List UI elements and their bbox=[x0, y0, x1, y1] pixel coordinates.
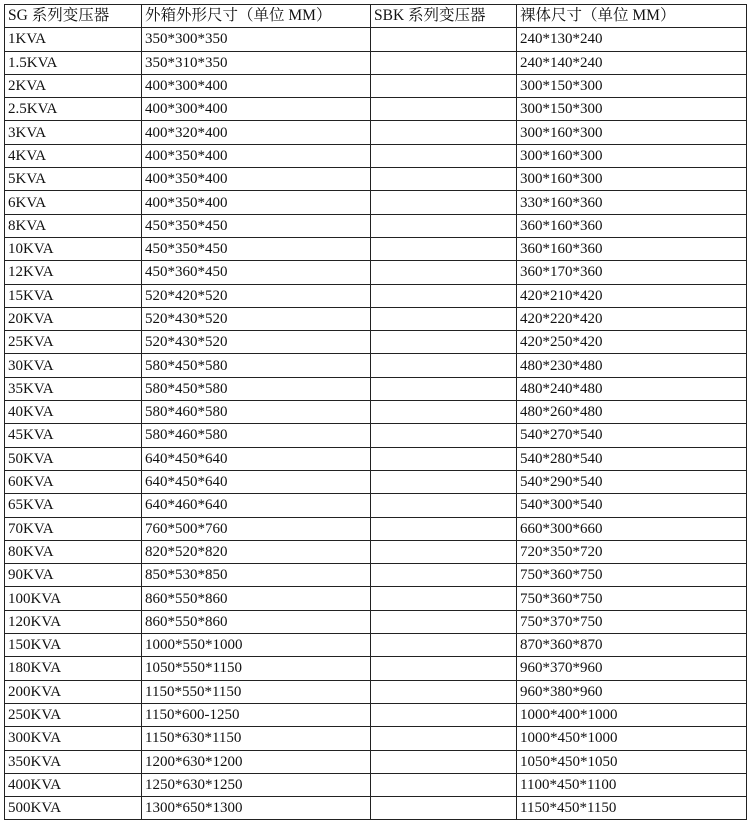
table-row bbox=[5, 121, 747, 144]
cell-bare-size: 420*250*420 bbox=[517, 331, 747, 354]
cell-sbk-series bbox=[371, 214, 517, 237]
cell-sg-capacity: 2.5KVA bbox=[5, 98, 142, 121]
cell-outer-box-size: 400*320*400 bbox=[142, 121, 371, 144]
cell-bare-size: 540*300*540 bbox=[517, 494, 747, 517]
cell-bare-size: 480*240*480 bbox=[517, 377, 747, 400]
table-row bbox=[5, 680, 747, 703]
cell-sg-capacity: 25KVA bbox=[5, 331, 142, 354]
cell-bare-size: 750*360*750 bbox=[517, 564, 747, 587]
table-row bbox=[5, 587, 747, 610]
cell-sg-capacity: 50KVA bbox=[5, 447, 142, 470]
cell-outer-box-size: 580*460*580 bbox=[142, 424, 371, 447]
cell-bare-size: 1000*450*1000 bbox=[517, 727, 747, 750]
cell-sg-capacity: 400KVA bbox=[5, 773, 142, 796]
cell-bare-size: 1000*400*1000 bbox=[517, 703, 747, 726]
cell-outer-box-size: 400*350*400 bbox=[142, 144, 371, 167]
cell-bare-size: 300*160*300 bbox=[517, 168, 747, 191]
cell-sbk-series bbox=[371, 657, 517, 680]
table-row bbox=[5, 307, 747, 330]
header-row bbox=[5, 5, 747, 28]
header-sbk-series: SBK 系列变压器 bbox=[371, 5, 517, 28]
cell-sg-capacity: 350KVA bbox=[5, 750, 142, 773]
cell-bare-size: 1100*450*1100 bbox=[517, 773, 747, 796]
cell-outer-box-size: 520*430*520 bbox=[142, 331, 371, 354]
cell-sbk-series bbox=[371, 540, 517, 563]
cell-outer-box-size: 350*300*350 bbox=[142, 28, 371, 51]
cell-sg-capacity: 1KVA bbox=[5, 28, 142, 51]
table-row bbox=[5, 517, 747, 540]
cell-bare-size: 360*160*360 bbox=[517, 237, 747, 260]
cell-sbk-series bbox=[371, 470, 517, 493]
cell-outer-box-size: 860*550*860 bbox=[142, 610, 371, 633]
cell-sbk-series bbox=[371, 703, 517, 726]
cell-sbk-series bbox=[371, 121, 517, 144]
table-row bbox=[5, 494, 747, 517]
cell-outer-box-size: 820*520*820 bbox=[142, 540, 371, 563]
cell-sbk-series bbox=[371, 610, 517, 633]
cell-sbk-series bbox=[371, 168, 517, 191]
cell-sg-capacity: 60KVA bbox=[5, 470, 142, 493]
table-row bbox=[5, 191, 747, 214]
table-row bbox=[5, 401, 747, 424]
cell-sbk-series bbox=[371, 98, 517, 121]
table-row bbox=[5, 354, 747, 377]
cell-sg-capacity: 65KVA bbox=[5, 494, 142, 517]
cell-sbk-series bbox=[371, 331, 517, 354]
cell-sbk-series bbox=[371, 191, 517, 214]
table-row bbox=[5, 74, 747, 97]
cell-sg-capacity: 80KVA bbox=[5, 540, 142, 563]
cell-outer-box-size: 1250*630*1250 bbox=[142, 773, 371, 796]
table-row bbox=[5, 261, 747, 284]
cell-sg-capacity: 1.5KVA bbox=[5, 51, 142, 74]
cell-outer-box-size: 450*350*450 bbox=[142, 237, 371, 260]
cell-bare-size: 720*350*720 bbox=[517, 540, 747, 563]
cell-outer-box-size: 640*450*640 bbox=[142, 447, 371, 470]
cell-sg-capacity: 3KVA bbox=[5, 121, 142, 144]
cell-sg-capacity: 10KVA bbox=[5, 237, 142, 260]
cell-outer-box-size: 580*450*580 bbox=[142, 377, 371, 400]
cell-bare-size: 480*230*480 bbox=[517, 354, 747, 377]
cell-sbk-series bbox=[371, 424, 517, 447]
cell-bare-size: 420*220*420 bbox=[517, 307, 747, 330]
cell-bare-size: 300*160*300 bbox=[517, 121, 747, 144]
cell-sbk-series bbox=[371, 354, 517, 377]
cell-bare-size: 360*160*360 bbox=[517, 214, 747, 237]
cell-outer-box-size: 400*350*400 bbox=[142, 191, 371, 214]
cell-sg-capacity: 180KVA bbox=[5, 657, 142, 680]
cell-sg-capacity: 8KVA bbox=[5, 214, 142, 237]
cell-bare-size: 300*150*300 bbox=[517, 74, 747, 97]
table-row bbox=[5, 797, 747, 820]
cell-sg-capacity: 5KVA bbox=[5, 168, 142, 191]
cell-sbk-series bbox=[371, 727, 517, 750]
cell-sg-capacity: 4KVA bbox=[5, 144, 142, 167]
table-row bbox=[5, 168, 747, 191]
cell-sg-capacity: 120KVA bbox=[5, 610, 142, 633]
cell-outer-box-size: 1150*600-1250 bbox=[142, 703, 371, 726]
table-row bbox=[5, 144, 747, 167]
cell-sg-capacity: 12KVA bbox=[5, 261, 142, 284]
table-row bbox=[5, 237, 747, 260]
cell-bare-size: 960*370*960 bbox=[517, 657, 747, 680]
header-outer-box-size: 外箱外形尺寸（单位 MM） bbox=[142, 5, 371, 28]
table-row bbox=[5, 377, 747, 400]
cell-bare-size: 480*260*480 bbox=[517, 401, 747, 424]
transformer-spec-table bbox=[4, 4, 747, 820]
cell-sg-capacity: 2KVA bbox=[5, 74, 142, 97]
cell-outer-box-size: 850*530*850 bbox=[142, 564, 371, 587]
cell-sg-capacity: 300KVA bbox=[5, 727, 142, 750]
cell-bare-size: 420*210*420 bbox=[517, 284, 747, 307]
cell-outer-box-size: 640*450*640 bbox=[142, 470, 371, 493]
cell-bare-size: 660*300*660 bbox=[517, 517, 747, 540]
table-row bbox=[5, 470, 747, 493]
cell-bare-size: 960*380*960 bbox=[517, 680, 747, 703]
cell-sbk-series bbox=[371, 144, 517, 167]
cell-sg-capacity: 20KVA bbox=[5, 307, 142, 330]
cell-sbk-series bbox=[371, 750, 517, 773]
table-row bbox=[5, 98, 747, 121]
cell-outer-box-size: 640*460*640 bbox=[142, 494, 371, 517]
cell-sg-capacity: 100KVA bbox=[5, 587, 142, 610]
cell-outer-box-size: 450*350*450 bbox=[142, 214, 371, 237]
table-row bbox=[5, 51, 747, 74]
cell-outer-box-size: 1300*650*1300 bbox=[142, 797, 371, 820]
table-row bbox=[5, 703, 747, 726]
table-row bbox=[5, 424, 747, 447]
cell-bare-size: 540*270*540 bbox=[517, 424, 747, 447]
table-row bbox=[5, 610, 747, 633]
cell-sbk-series bbox=[371, 28, 517, 51]
table-row bbox=[5, 284, 747, 307]
cell-outer-box-size: 1000*550*1000 bbox=[142, 634, 371, 657]
table-header bbox=[5, 5, 747, 28]
table-row bbox=[5, 657, 747, 680]
cell-sbk-series bbox=[371, 587, 517, 610]
cell-sbk-series bbox=[371, 261, 517, 284]
cell-outer-box-size: 860*550*860 bbox=[142, 587, 371, 610]
cell-sg-capacity: 35KVA bbox=[5, 377, 142, 400]
table-row bbox=[5, 564, 747, 587]
table-row bbox=[5, 634, 747, 657]
table-row bbox=[5, 540, 747, 563]
cell-outer-box-size: 520*420*520 bbox=[142, 284, 371, 307]
cell-bare-size: 360*170*360 bbox=[517, 261, 747, 284]
cell-outer-box-size: 580*450*580 bbox=[142, 354, 371, 377]
cell-outer-box-size: 400*300*400 bbox=[142, 98, 371, 121]
cell-sbk-series bbox=[371, 517, 517, 540]
cell-sg-capacity: 200KVA bbox=[5, 680, 142, 703]
cell-sg-capacity: 150KVA bbox=[5, 634, 142, 657]
cell-sg-capacity: 30KVA bbox=[5, 354, 142, 377]
header-sg-series: SG 系列变压器 bbox=[5, 5, 142, 28]
cell-outer-box-size: 520*430*520 bbox=[142, 307, 371, 330]
cell-outer-box-size: 1150*630*1150 bbox=[142, 727, 371, 750]
table-row bbox=[5, 331, 747, 354]
cell-sbk-series bbox=[371, 680, 517, 703]
cell-outer-box-size: 400*350*400 bbox=[142, 168, 371, 191]
cell-sg-capacity: 40KVA bbox=[5, 401, 142, 424]
header-bare-size: 裸体尺寸（单位 MM） bbox=[517, 5, 747, 28]
cell-sbk-series bbox=[371, 284, 517, 307]
cell-bare-size: 540*280*540 bbox=[517, 447, 747, 470]
cell-bare-size: 870*360*870 bbox=[517, 634, 747, 657]
cell-sg-capacity: 90KVA bbox=[5, 564, 142, 587]
cell-bare-size: 300*160*300 bbox=[517, 144, 747, 167]
cell-sbk-series bbox=[371, 447, 517, 470]
cell-sbk-series bbox=[371, 494, 517, 517]
cell-sg-capacity: 250KVA bbox=[5, 703, 142, 726]
cell-sbk-series bbox=[371, 51, 517, 74]
cell-sbk-series bbox=[371, 237, 517, 260]
cell-bare-size: 330*160*360 bbox=[517, 191, 747, 214]
table-body bbox=[5, 28, 747, 820]
cell-sg-capacity: 70KVA bbox=[5, 517, 142, 540]
cell-outer-box-size: 1200*630*1200 bbox=[142, 750, 371, 773]
cell-bare-size: 750*370*750 bbox=[517, 610, 747, 633]
cell-outer-box-size: 760*500*760 bbox=[142, 517, 371, 540]
cell-bare-size: 1050*450*1050 bbox=[517, 750, 747, 773]
cell-bare-size: 240*140*240 bbox=[517, 51, 747, 74]
table-row bbox=[5, 773, 747, 796]
cell-bare-size: 540*290*540 bbox=[517, 470, 747, 493]
cell-outer-box-size: 350*310*350 bbox=[142, 51, 371, 74]
cell-bare-size: 750*360*750 bbox=[517, 587, 747, 610]
cell-sg-capacity: 45KVA bbox=[5, 424, 142, 447]
cell-sbk-series bbox=[371, 797, 517, 820]
table-row bbox=[5, 727, 747, 750]
cell-outer-box-size: 450*360*450 bbox=[142, 261, 371, 284]
cell-outer-box-size: 580*460*580 bbox=[142, 401, 371, 424]
cell-bare-size: 240*130*240 bbox=[517, 28, 747, 51]
cell-sbk-series bbox=[371, 773, 517, 796]
cell-sbk-series bbox=[371, 564, 517, 587]
cell-bare-size: 1150*450*1150 bbox=[517, 797, 747, 820]
cell-sg-capacity: 6KVA bbox=[5, 191, 142, 214]
cell-sg-capacity: 15KVA bbox=[5, 284, 142, 307]
cell-outer-box-size: 400*300*400 bbox=[142, 74, 371, 97]
cell-outer-box-size: 1150*550*1150 bbox=[142, 680, 371, 703]
cell-outer-box-size: 1050*550*1150 bbox=[142, 657, 371, 680]
cell-sbk-series bbox=[371, 74, 517, 97]
cell-sbk-series bbox=[371, 377, 517, 400]
cell-sg-capacity: 500KVA bbox=[5, 797, 142, 820]
table-row bbox=[5, 214, 747, 237]
cell-sbk-series bbox=[371, 401, 517, 424]
table-row bbox=[5, 750, 747, 773]
cell-bare-size: 300*150*300 bbox=[517, 98, 747, 121]
cell-sbk-series bbox=[371, 307, 517, 330]
cell-sbk-series bbox=[371, 634, 517, 657]
table-row bbox=[5, 447, 747, 470]
table-row bbox=[5, 28, 747, 51]
